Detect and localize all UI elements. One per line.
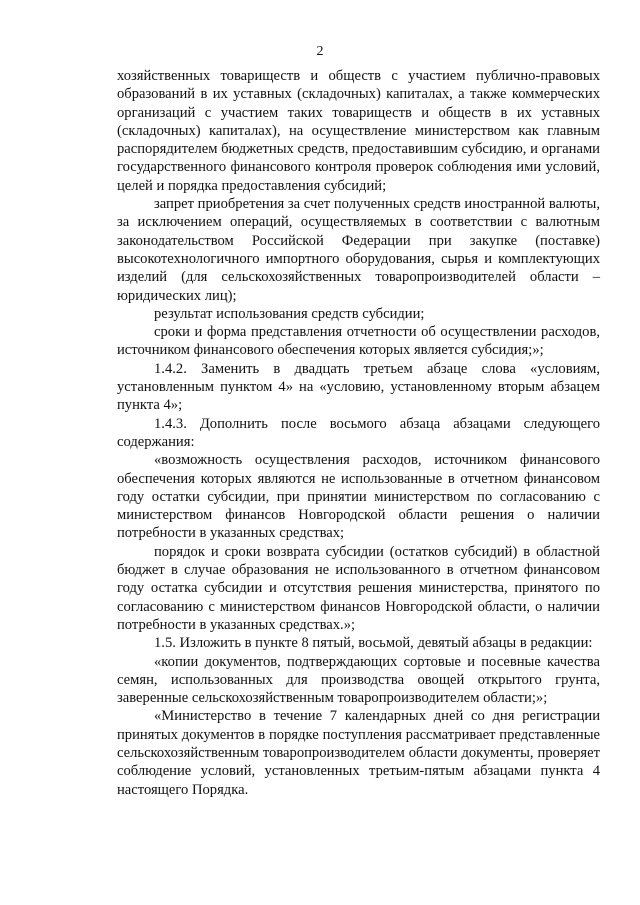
paragraph: сроки и форма представления отчетности об осуществлении расходов, источником финансового обеспечения которых является субсидия;»; xyxy=(117,324,600,359)
paragraph: результат использования средств субсидии; xyxy=(154,305,425,322)
page-number: 2 xyxy=(316,44,324,59)
paragraph-continuation: хозяйственных товариществ и обществ с участием публично-правовых образований в их уставных (складочных) капиталах, а также коммерческих организаций с участием таких товариществ и обществ в их уставных (складочных) капиталах), на осуществление министерством как главным распорядителем бюджетных средств, предоставившим субсидию, и органами государственного финансового контроля проверок соблюдения ими условий, целей и порядка предоставления субсидий; xyxy=(117,68,600,194)
paragraph: «копии документов, подтверждающих сортовые и посевные качества семян, использованных для производства овощей открытого грунта, заверенные сельскохозяйственным товаропроизводителем области;»; xyxy=(117,653,600,707)
paragraph: порядок и сроки возврата субсидии (остатков субсидий) в областной бюджет в случае образования не использованного в отчетном финансовом году остатка субсидии и отсутствия решения министерства, принятого по согласованию с министерством финансов Новгородской области, о наличии потребности в указанных средствах.»; xyxy=(117,543,600,633)
paragraph: «Министерство в течение 7 календарных дней со дня регистрации принятых документов в порядке поступления рассматривает представленные сельскохозяйственным товаропроизводителем области документы, проверяет соблюдение условий, установленных третьим-пятым абзацами пункта 4 настоящего Порядка. xyxy=(117,708,600,798)
document-body xyxy=(117,67,600,799)
paragraph: запрет приобретения за счет полученных средств иностранной валюты, за исключением операций, осуществляемых в соответствии с валютным законодательством Российской Федерации при закупке (поставке) высокотехнологичного импортного оборудования, сырья и комплектующих изделий (для сельскохозяйственных товаропроизводителей области – юридических лиц); xyxy=(117,196,600,304)
paragraph: «возможность осуществления расходов, источником финансового обеспечения которых являются не использованные в отчетном финансовом году остатки субсидии, при принятии министерством по согласованию с министерством финансов Новгородской области решения о наличии потребности в указанных средствах; xyxy=(117,452,600,542)
paragraph-clause: 1.5. Изложить в пункте 8 пятый, восьмой, девятый абзацы в редакции: xyxy=(154,635,593,652)
paragraph-clause: 1.4.2. Заменить в двадцать третьем абзаце слова «условиям, установленным пунктом 4» на «условию, установленному вторым абзацем пункта 4»; xyxy=(117,360,600,414)
paragraph-clause: 1.4.3. Дополнить после восьмого абзаца абзацами следующего содержания: xyxy=(117,415,600,450)
